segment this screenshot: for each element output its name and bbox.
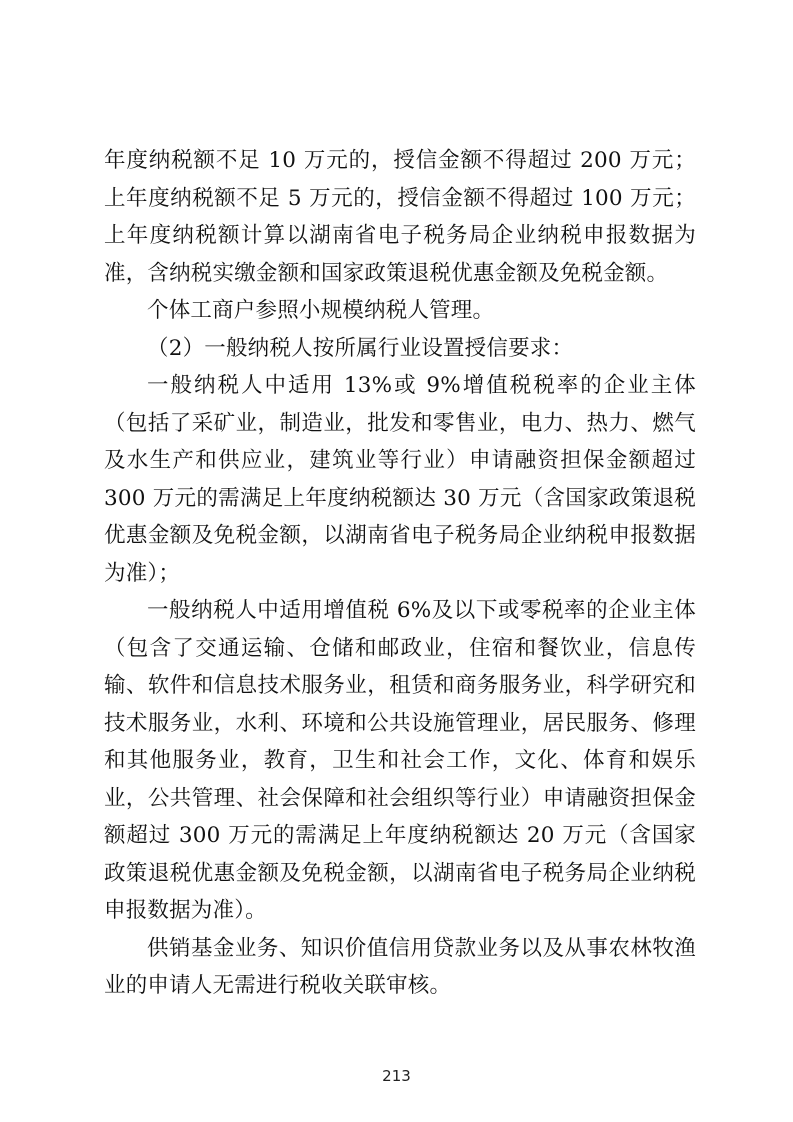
paragraph-general-taxpayer-heading: （2）一般纳税人按所属行业设置授信要求： — [147, 335, 574, 361]
paragraph-tax-threshold-continued: 年度纳税额不足 10 万元的，授信金额不得超过 200 万元；上年度纳税额不足 5 万元的，授信金额不得超过 100 万元；上年度纳税额计算以湖南省电子税务局企业纳税申报数据为准，含纳税实缴金额和国家政策退税优惠金额及免税金额。 — [104, 148, 696, 286]
page-number: 213 — [382, 1067, 411, 1085]
paragraph-individual-business: 个体工商户参照小规模纳税人管理。 — [147, 298, 495, 323]
paragraph-general-taxpayer-13-9-percent: 一般纳税人中适用 13%或 9%增值税税率的企业主体（包括了采矿业，制造业，批发和零售业，电力、热力、燃气及水生产和供应业，建筑业等行业）申请融资担保金额超过 300 万元的需满足上年度纳税额达 30 万元（含国家政策退税优惠金额及免税金额，以湖南省电子税务局企业纳税申报数据为准）； — [104, 373, 696, 586]
paragraph-general-taxpayer-6-percent: 一般纳税人中适用增值税 6%及以下或零税率的企业主体（包含了交通运输、仓储和邮政业，住宿和餐饮业，信息传输、软件和信息技术服务业，租赁和商务服务业，科学研究和技术服务业，水利、环境和公共设施管理业，居民服务、修理和其他服务业，教育，卫生和社会工作，文化、体育和娱乐业，公共管理、社会保障和社会组织等行业）申请融资担保金额超过 300 万元的需满足上年度纳税额达 20 万元（含国家政策退税优惠金额及免税金额，以湖南省电子税务局企业纳税申报数据为准）。 — [104, 598, 696, 923]
document-body — [104, 142, 696, 1005]
paragraph-exemptions: 供销基金业务、知识价值信用贷款业务以及从事农林牧渔业的申请人无需进行税收关联审核。 — [104, 935, 696, 998]
